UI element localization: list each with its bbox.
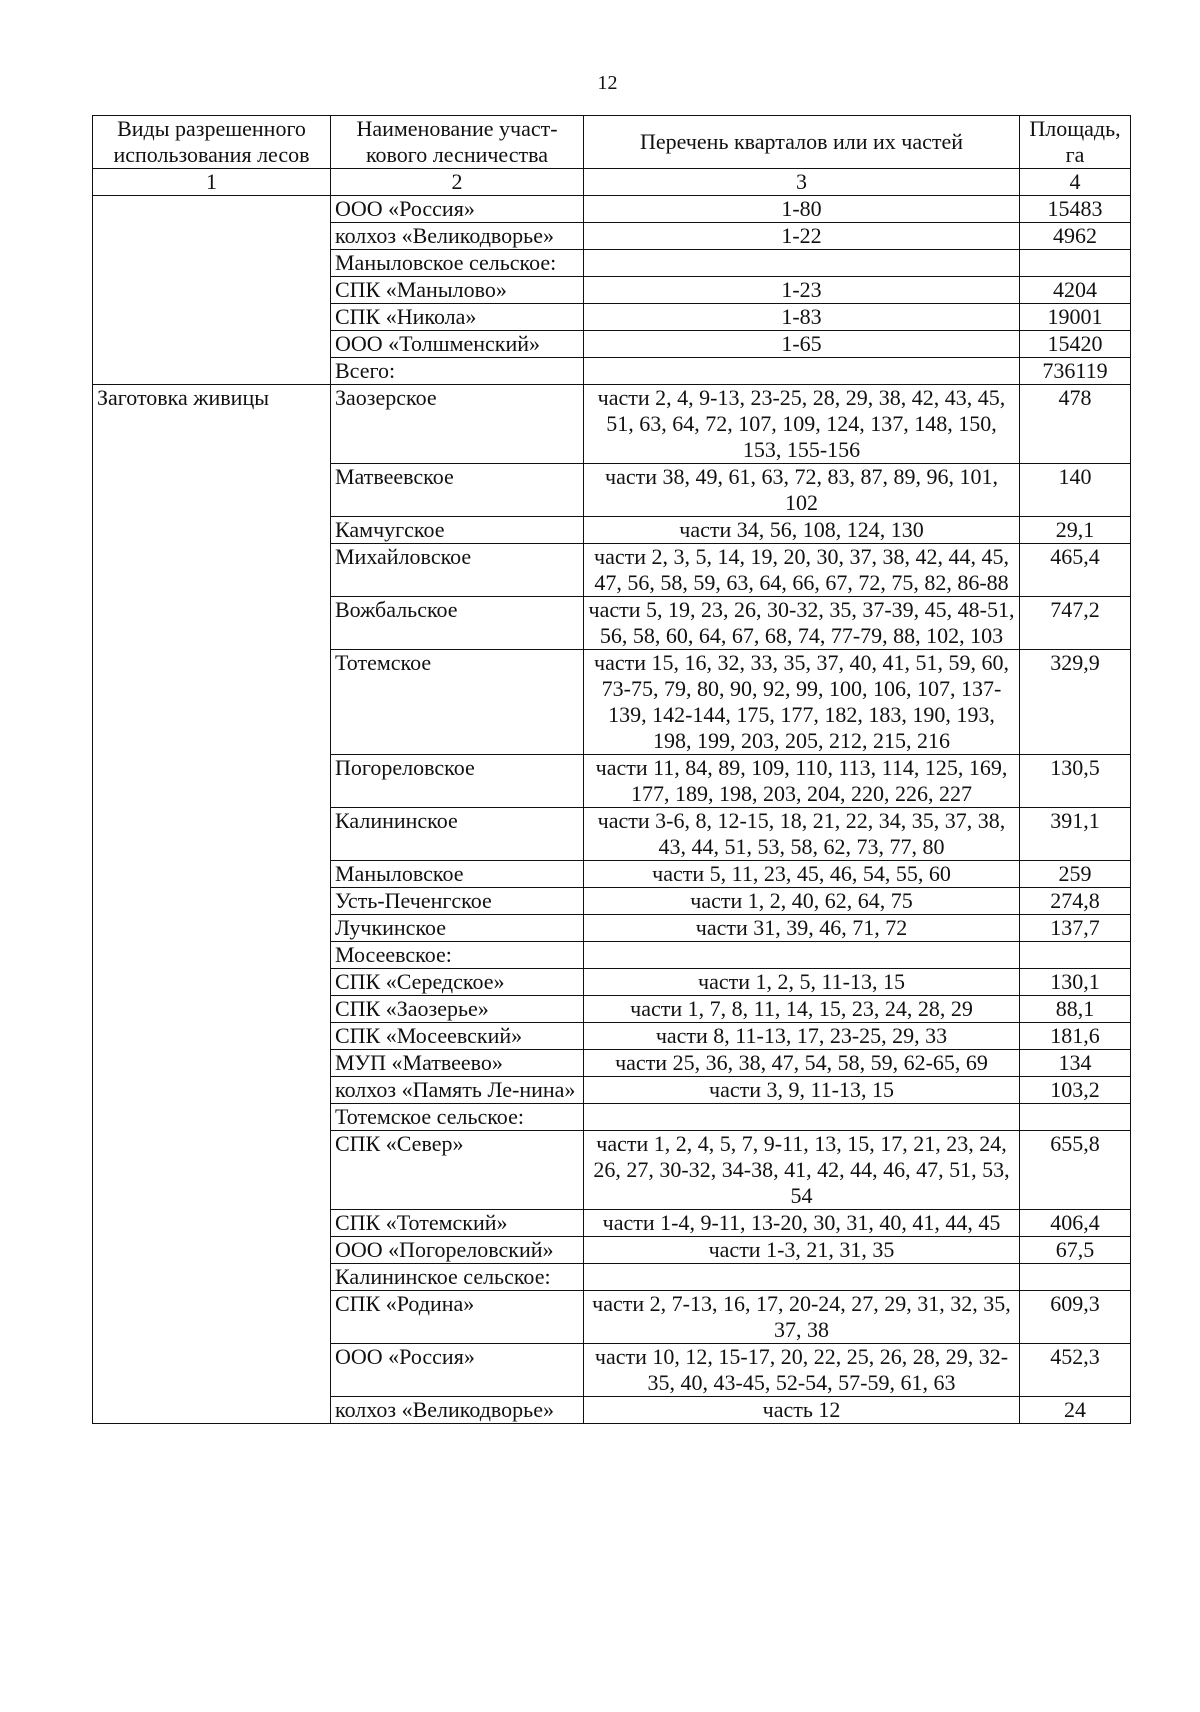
- table-row: [93, 196, 1131, 223]
- forestry-name-cell: СПК «Родина»: [331, 1291, 584, 1344]
- area-cell: 465,4: [1020, 544, 1131, 597]
- forestry-name-cell: МУП «Матвеево»: [331, 1050, 584, 1077]
- quarters-cell: [584, 1104, 1020, 1131]
- quarters-cell: 1-22: [584, 223, 1020, 250]
- quarters-cell: [584, 250, 1020, 277]
- header-area: Площадь, га: [1020, 116, 1131, 169]
- forestry-name-cell: Усть-Печенгское: [331, 888, 584, 915]
- quarters-cell: части 3, 9, 11-13, 15: [584, 1077, 1020, 1104]
- area-cell: 4204: [1020, 277, 1131, 304]
- forestry-name-cell: Всего:: [331, 358, 584, 385]
- area-cell: 130,5: [1020, 755, 1131, 808]
- area-cell: 67,5: [1020, 1237, 1131, 1264]
- forestry-name-cell: Погореловское: [331, 755, 584, 808]
- area-cell: 181,6: [1020, 1023, 1131, 1050]
- quarters-cell: части 11, 84, 89, 109, 110, 113, 114, 125, 169, 177, 189, 198, 203, 204, 220, 226, 227: [584, 755, 1020, 808]
- quarters-cell: части 5, 11, 23, 45, 46, 54, 55, 60: [584, 861, 1020, 888]
- forestry-name-cell: СПК «Никола»: [331, 304, 584, 331]
- area-cell: 103,2: [1020, 1077, 1131, 1104]
- area-cell: 609,3: [1020, 1291, 1131, 1344]
- forestry-name-cell: СПК «Манылово»: [331, 277, 584, 304]
- column-number: 3: [584, 169, 1020, 196]
- area-cell: 478: [1020, 385, 1131, 464]
- quarters-cell: части 2, 7-13, 16, 17, 20-24, 27, 29, 31, 32, 35, 37, 38: [584, 1291, 1020, 1344]
- quarters-cell: части 1, 2, 5, 11-13, 15: [584, 969, 1020, 996]
- area-cell: 4962: [1020, 223, 1131, 250]
- area-cell: 24: [1020, 1397, 1131, 1424]
- quarters-cell: [584, 358, 1020, 385]
- quarters-cell: 1-80: [584, 196, 1020, 223]
- page-number: 12: [597, 72, 618, 94]
- forestry-name-cell: Калининское: [331, 808, 584, 861]
- area-cell: [1020, 942, 1131, 969]
- forestry-name-cell: СПК «Заозерье»: [331, 996, 584, 1023]
- area-cell: 15420: [1020, 331, 1131, 358]
- forestry-name-cell: колхоз «Память Ле-нина»: [331, 1077, 584, 1104]
- quarters-cell: часть 12: [584, 1397, 1020, 1424]
- forestry-name-cell: Маныловское: [331, 861, 584, 888]
- forestry-name-cell: СПК «Тотемский»: [331, 1210, 584, 1237]
- table-body: [93, 196, 1131, 1424]
- forestry-name-cell: ООО «Толшменский»: [331, 331, 584, 358]
- quarters-cell: 1-23: [584, 277, 1020, 304]
- use-type-cell: Заготовка живицы: [93, 385, 331, 1424]
- quarters-cell: [584, 942, 1020, 969]
- area-cell: 29,1: [1020, 517, 1131, 544]
- header-use-type: Виды разрешенного использования лесов: [93, 116, 331, 169]
- area-cell: 452,3: [1020, 1344, 1131, 1397]
- forestry-name-cell: Мосеевское:: [331, 942, 584, 969]
- quarters-cell: части 2, 4, 9-13, 23-25, 28, 29, 38, 42, 43, 45, 51, 63, 64, 72, 107, 109, 124, 137, 148, 150, 153, 155-156: [584, 385, 1020, 464]
- forestry-name-cell: Тотемское: [331, 650, 584, 755]
- table-row: [93, 385, 1131, 464]
- header-quarters: Перечень кварталов или их частей: [584, 116, 1020, 169]
- area-cell: [1020, 1104, 1131, 1131]
- forestry-name-cell: Вожбальское: [331, 597, 584, 650]
- area-cell: 274,8: [1020, 888, 1131, 915]
- quarters-cell: 1-83: [584, 304, 1020, 331]
- column-number: 2: [331, 169, 584, 196]
- forestry-name-cell: колхоз «Великодворье»: [331, 1397, 584, 1424]
- area-cell: 406,4: [1020, 1210, 1131, 1237]
- forestry-name-cell: Лучкинское: [331, 915, 584, 942]
- forestry-name-cell: Камчугское: [331, 517, 584, 544]
- forestry-name-cell: Калининское сельское:: [331, 1264, 584, 1291]
- quarters-cell: части 1, 2, 40, 62, 64, 75: [584, 888, 1020, 915]
- quarters-cell: части 15, 16, 32, 33, 35, 37, 40, 41, 51, 59, 60, 73-75, 79, 80, 90, 92, 99, 100, 106, 107, 137-139, 142-144, 175, 177, 182, 183, 190, 193, 198, 199, 203, 205, 212, 215, 216: [584, 650, 1020, 755]
- quarters-cell: части 5, 19, 23, 26, 30-32, 35, 37-39, 45, 48-51, 56, 58, 60, 64, 67, 68, 74, 77-79, 88, 102, 103: [584, 597, 1020, 650]
- area-cell: 329,9: [1020, 650, 1131, 755]
- column-number: 1: [93, 169, 331, 196]
- forestry-name-cell: Маныловское сельское:: [331, 250, 584, 277]
- quarters-cell: части 34, 56, 108, 124, 130: [584, 517, 1020, 544]
- area-cell: 134: [1020, 1050, 1131, 1077]
- forest-use-table: [92, 115, 1131, 1424]
- quarters-cell: части 1, 7, 8, 11, 14, 15, 23, 24, 28, 29: [584, 996, 1020, 1023]
- column-number: 4: [1020, 169, 1131, 196]
- area-cell: 736119: [1020, 358, 1131, 385]
- area-cell: 19001: [1020, 304, 1131, 331]
- area-cell: 259: [1020, 861, 1131, 888]
- forestry-name-cell: колхоз «Великодворье»: [331, 223, 584, 250]
- area-cell: 137,7: [1020, 915, 1131, 942]
- area-cell: 140: [1020, 464, 1131, 517]
- forestry-name-cell: Заозерское: [331, 385, 584, 464]
- quarters-cell: части 1-4, 9-11, 13-20, 30, 31, 40, 41, 44, 45: [584, 1210, 1020, 1237]
- forestry-name-cell: СПК «Середское»: [331, 969, 584, 996]
- forestry-name-cell: СПК «Мосеевский»: [331, 1023, 584, 1050]
- quarters-cell: части 25, 36, 38, 47, 54, 58, 59, 62-65, 69: [584, 1050, 1020, 1077]
- area-cell: 130,1: [1020, 969, 1131, 996]
- area-cell: 747,2: [1020, 597, 1131, 650]
- forestry-name-cell: ООО «Россия»: [331, 1344, 584, 1397]
- quarters-cell: части 3-6, 8, 12-15, 18, 21, 22, 34, 35, 37, 38, 43, 44, 51, 53, 58, 62, 73, 77, 80: [584, 808, 1020, 861]
- forestry-name-cell: ООО «Россия»: [331, 196, 584, 223]
- column-number-row: [93, 169, 1131, 196]
- quarters-cell: [584, 1264, 1020, 1291]
- forestry-name-cell: ООО «Погореловский»: [331, 1237, 584, 1264]
- quarters-cell: части 8, 11-13, 17, 23-25, 29, 33: [584, 1023, 1020, 1050]
- use-type-cell: [93, 196, 331, 385]
- forestry-name-cell: Матвеевское: [331, 464, 584, 517]
- header-forestry-name: Наименование участ-кового лесничества: [331, 116, 584, 169]
- table-header-row: [93, 116, 1131, 169]
- area-cell: [1020, 1264, 1131, 1291]
- area-cell: 391,1: [1020, 808, 1131, 861]
- quarters-cell: части 10, 12, 15-17, 20, 22, 25, 26, 28, 29, 32-35, 40, 43-45, 52-54, 57-59, 61, 63: [584, 1344, 1020, 1397]
- forestry-name-cell: Михайловское: [331, 544, 584, 597]
- forestry-name-cell: Тотемское сельское:: [331, 1104, 584, 1131]
- quarters-cell: 1-65: [584, 331, 1020, 358]
- area-cell: 15483: [1020, 196, 1131, 223]
- quarters-cell: части 1, 2, 4, 5, 7, 9-11, 13, 15, 17, 21, 23, 24, 26, 27, 30-32, 34-38, 41, 42, 44, 46, 47, 51, 53, 54: [584, 1131, 1020, 1210]
- area-cell: 88,1: [1020, 996, 1131, 1023]
- quarters-cell: части 38, 49, 61, 63, 72, 83, 87, 89, 96, 101, 102: [584, 464, 1020, 517]
- forestry-name-cell: СПК «Север»: [331, 1131, 584, 1210]
- quarters-cell: части 31, 39, 46, 71, 72: [584, 915, 1020, 942]
- area-cell: [1020, 250, 1131, 277]
- area-cell: 655,8: [1020, 1131, 1131, 1210]
- quarters-cell: части 1-3, 21, 31, 35: [584, 1237, 1020, 1264]
- quarters-cell: части 2, 3, 5, 14, 19, 20, 30, 37, 38, 42, 44, 45, 47, 56, 58, 59, 63, 64, 66, 67, 72, 75, 82, 86-88: [584, 544, 1020, 597]
